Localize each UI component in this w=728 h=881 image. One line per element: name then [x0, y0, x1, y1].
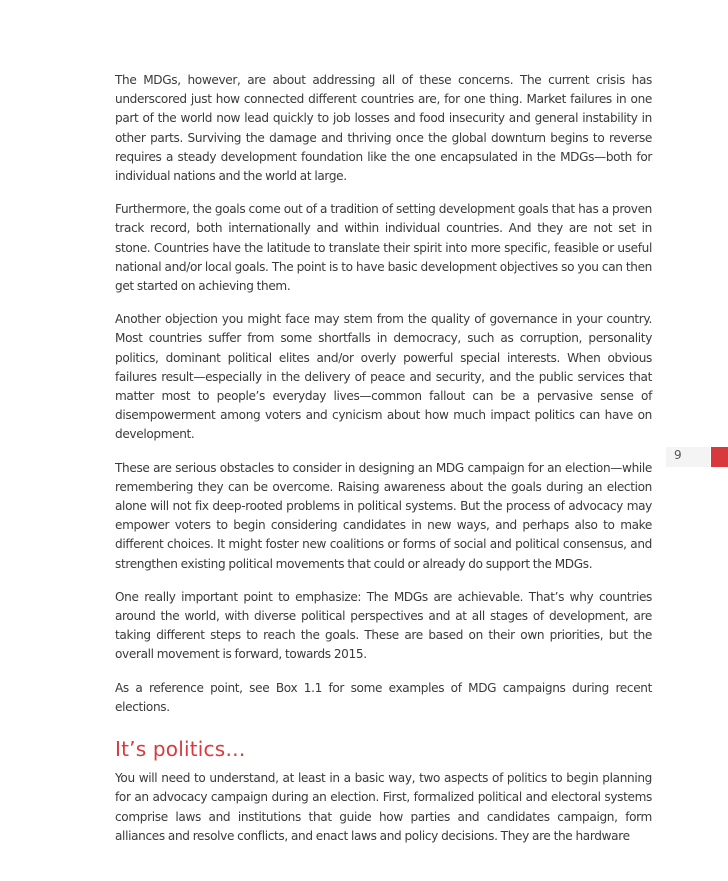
body-paragraph: Furthermore, the goals come out of a tradition of setting development goals that has a proven track record, both internationally and within individual countries. And they are not set in stone. Countries have the latitude to translate their spirit into more specific, feasible or useful national and/or local goals. The point is to have basic development objectives so you can then get started on achieving them.	[115, 202, 652, 294]
section-heading: It’s politics…	[115, 737, 246, 762]
body-paragraph: Another objection you might face may stem from the quality of governance in your country. Most countries suffer from some shortfalls in democracy, such as corruption, personality politics, dominant political elites and/or overly powerful special interests. When obvious failures result—especially in the delivery of peace and security, and the public services that matter most to people’s everyday lives—common fallout can be a pervasive sense of disempowerment among voters and cynicism about how much impact politics can have on development.	[115, 312, 652, 442]
page-body	[115, 71, 652, 860]
body-paragraph: The MDGs, however, are about addressing all of these concerns. The current crisis has underscored just how connected different countries are, for one thing. Market failures in one part of the world now lead quickly to job losses and food insecurity and general instability in other parts. Surviving the damage and thriving once the global downturn begins to reverse requires a steady development foundation like the one encapsulated in the MDGs—both for individual nations and the world at large.	[115, 73, 652, 184]
page-number: 9	[674, 448, 682, 462]
body-paragraph: One really important point to emphasize: The MDGs are achievable. That’s why countries around the world, with diverse political perspectives and at all stages of development, are taking different steps to reach the goals. These are based on their own priorities, but the overall movement is forward, towards 2015.	[115, 589, 652, 662]
body-paragraph: As a reference point, see Box 1.1 for some examples of MDG campaigns during recent elections.	[115, 680, 652, 714]
page-edge-tab	[711, 447, 728, 467]
body-paragraph: These are serious obstacles to consider in designing an MDG campaign for an election—while remembering they can be overcome. Raising awareness about the goals during an election alone will not fix deep-rooted problems in political systems. But the process of advocacy may empower voters to begin considering candidates in new ways, and perhaps also to make different choices. It might foster new coalitions or forms of social and political consensus, and strengthen existing political movements that could or already do support the MDGs.	[115, 460, 652, 571]
page-number-background	[666, 447, 710, 467]
section-paragraph: You will need to understand, at least in a basic way, two aspects of politics to begin planning for an advocacy campaign during an election. First, formalized political and electoral systems comprise laws and institutions that guide how parties and candidates campaign, form alliances and resolve conflicts, and enact laws and policy decisions. They are the hardware	[115, 771, 652, 843]
